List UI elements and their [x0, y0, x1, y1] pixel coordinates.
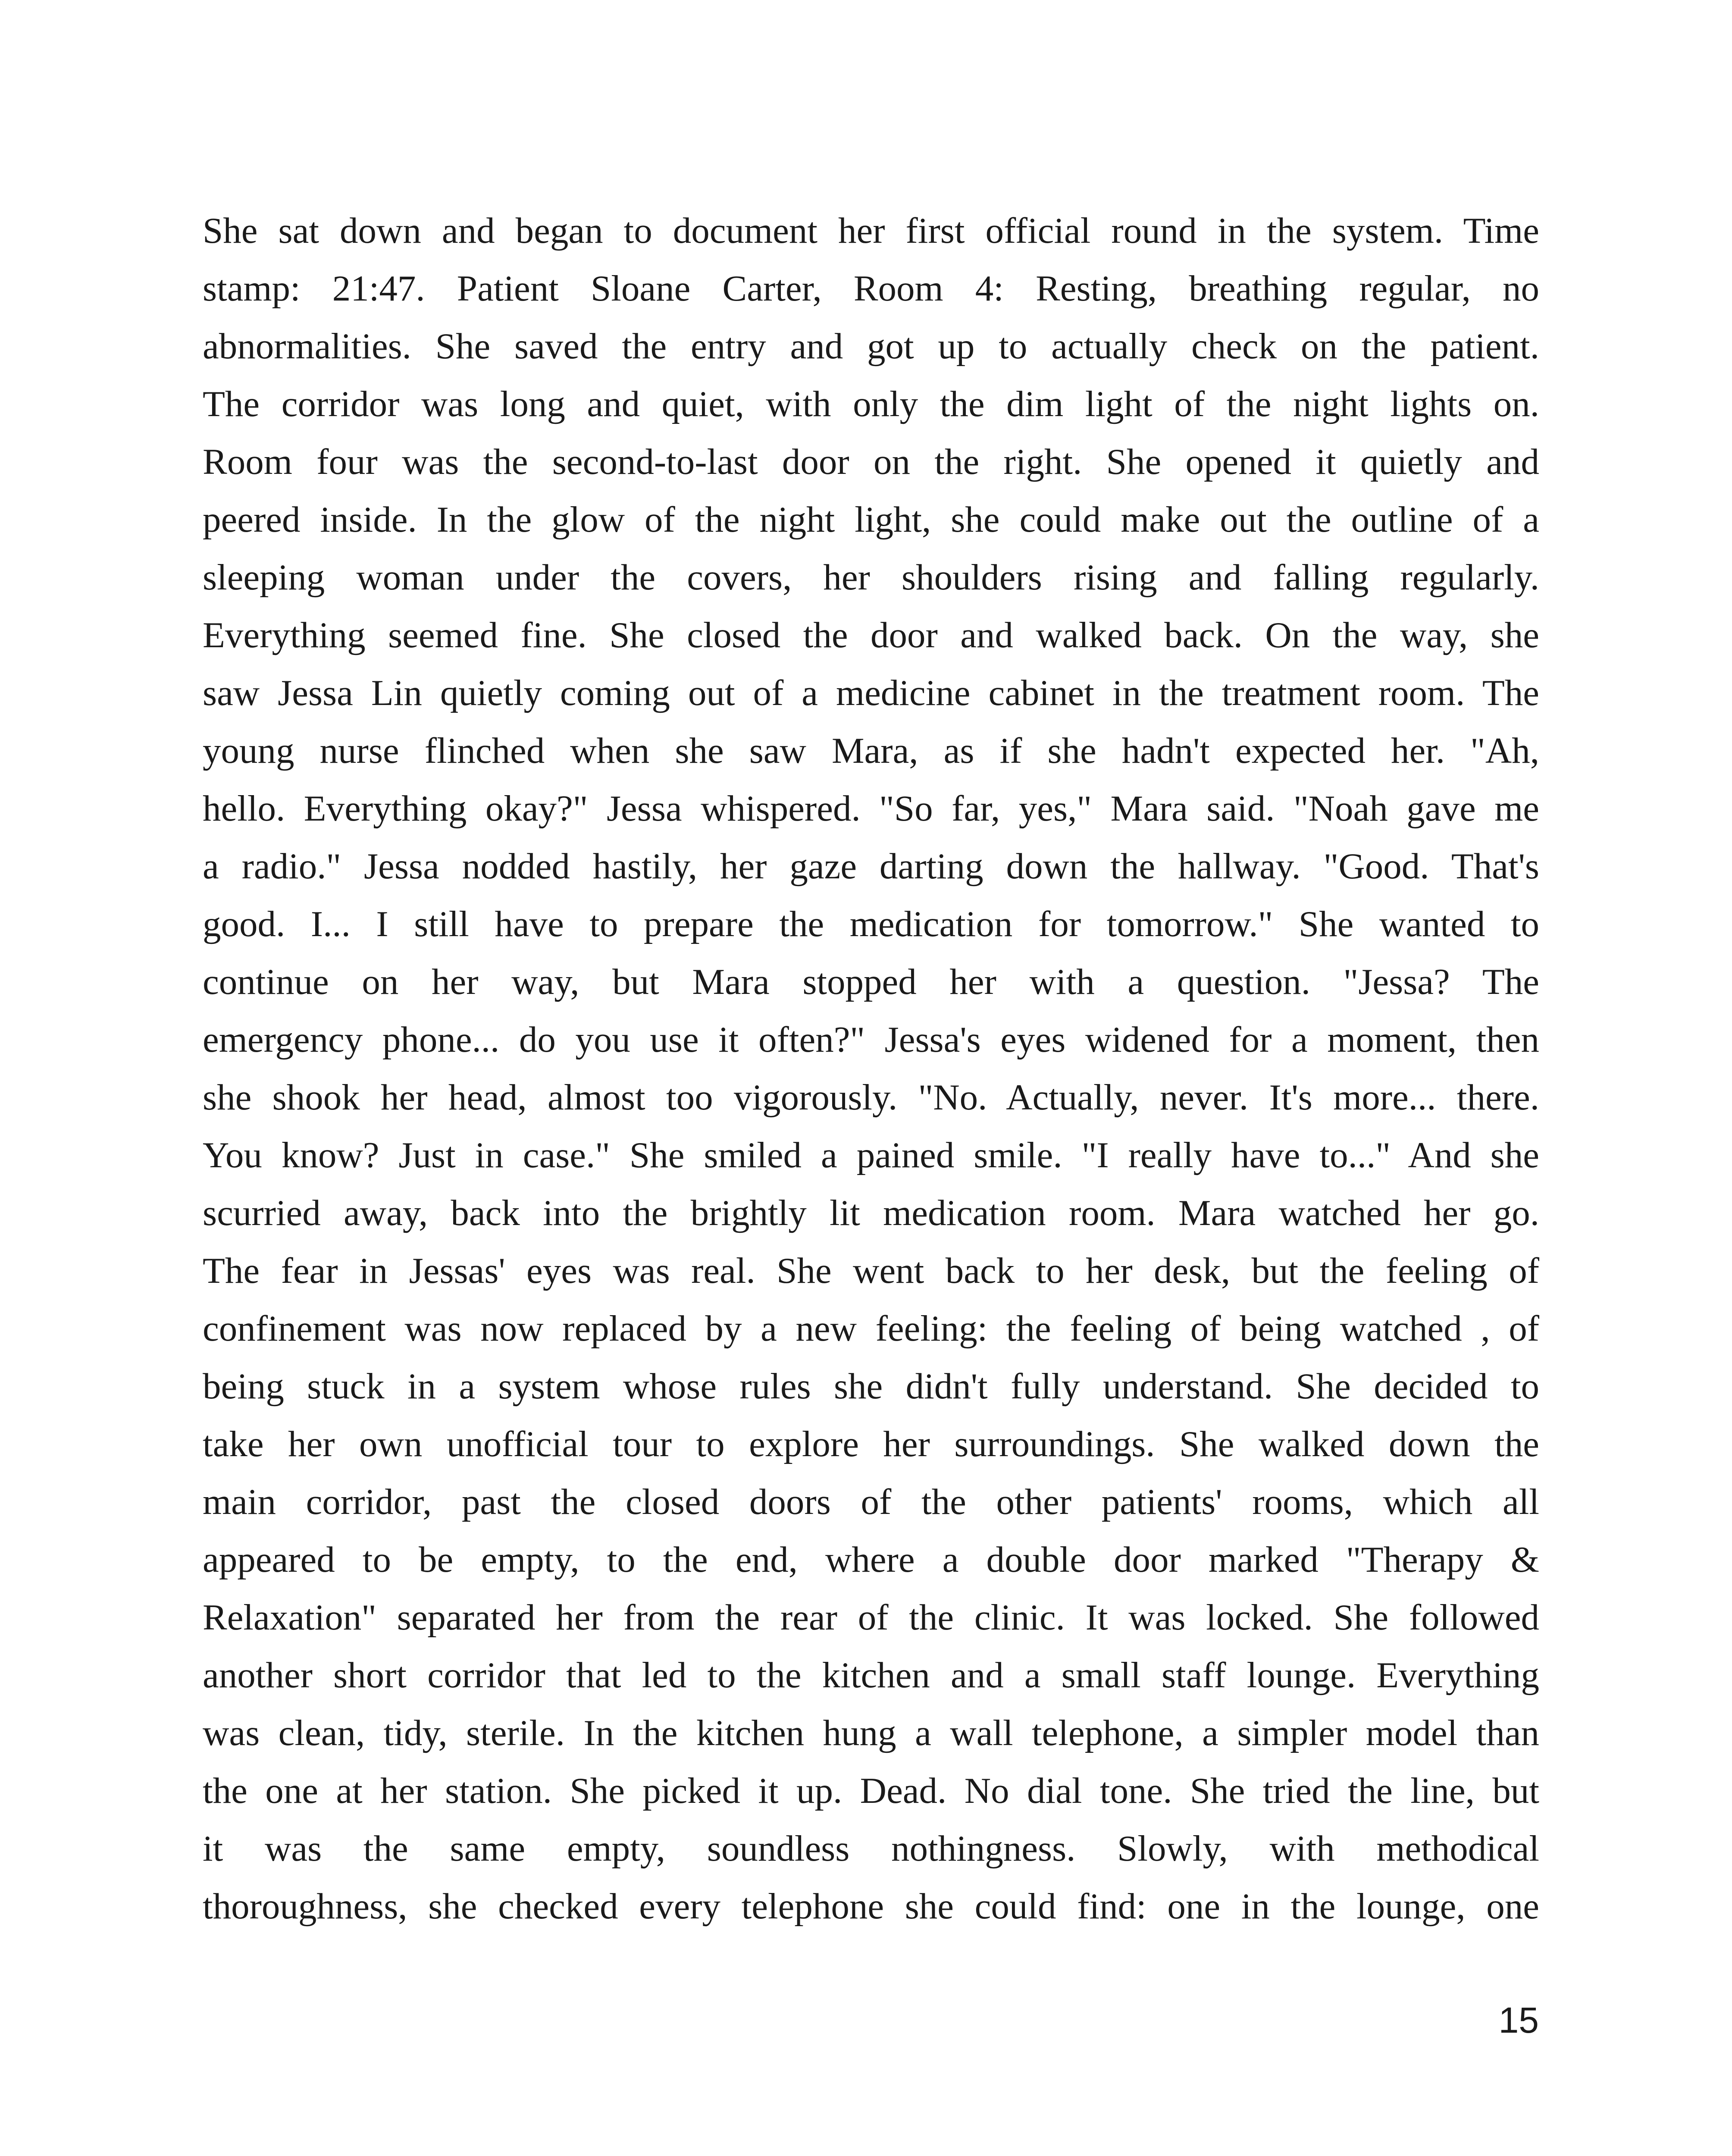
text-line: hello. Everything okay?" Jessa whispered. "So far, yes," Mara said. "Noah gave me	[203, 788, 1539, 829]
text-line: sleeping woman under the covers, her shoulders rising and falling regularly.	[203, 557, 1539, 598]
text-line: appeared to be empty, to the end, where a double door marked "Therapy &	[203, 1539, 1539, 1580]
text-line: another short corridor that led to the kitchen and a small staff lounge. Everything	[203, 1655, 1539, 1695]
text-line: being stuck in a system whose rules she didn't fully understand. She decided to	[203, 1366, 1539, 1407]
text-line: The fear in Jessas' eyes was real. She went back to her desk, but the feeling of	[203, 1250, 1539, 1291]
text-line: young nurse flinched when she saw Mara, as if she hadn't expected her. "Ah,	[203, 730, 1539, 771]
text-line: scurried away, back into the brightly lit medication room. Mara watched her go.	[203, 1193, 1539, 1233]
text-line: saw Jessa Lin quietly coming out of a medicine cabinet in the treatment room. The	[203, 673, 1539, 713]
text-line: The corridor was long and quiet, with only the dim light of the night lights on.	[203, 384, 1539, 424]
text-line: She sat down and began to document her first official round in the system. Time	[203, 210, 1539, 251]
text-line: was clean, tidy, sterile. In the kitchen hung a wall telephone, a simpler model than	[203, 1713, 1539, 1753]
text-line: confinement was now replaced by a new feeling: the feeling of being watched , of	[203, 1308, 1539, 1349]
text-line: a radio." Jessa nodded hastily, her gaze darting down the hallway. "Good. That's	[203, 846, 1539, 887]
text-line: stamp: 21:47. Patient Sloane Carter, Room 4: Resting, breathing regular, no	[203, 268, 1539, 309]
text-line: good. I... I still have to prepare the medication for tomorrow." She wanted to	[203, 904, 1539, 944]
text-line: the one at her station. She picked it up. Dead. No dial tone. She tried the line, but	[203, 1771, 1539, 1811]
text-line: peered inside. In the glow of the night light, she could make out the outline of a	[203, 499, 1539, 540]
text-line: it was the same empty, soundless nothingness. Slowly, with methodical	[203, 1828, 1539, 1869]
text-line: Relaxation" separated her from the rear of the clinic. It was locked. She followed	[203, 1597, 1539, 1638]
text-line: main corridor, past the closed doors of the other patients' rooms, which all	[203, 1482, 1539, 1522]
text-line: abnormalities. She saved the entry and got up to actually check on the patient.	[203, 326, 1539, 367]
body-paragraph	[203, 202, 1539, 1935]
text-line: continue on her way, but Mara stopped her with a question. "Jessa? The	[203, 962, 1539, 1002]
text-line: thoroughness, she checked every telephone she could find: one in the lounge, one	[203, 1886, 1539, 1927]
text-line: emergency phone... do you use it often?" Jessa's eyes widened for a moment, then	[203, 1019, 1539, 1060]
page-number: 15	[1498, 2000, 1539, 2040]
text-line: take her own unofficial tour to explore her surroundings. She walked down the	[203, 1424, 1539, 1464]
text-line: she shook her head, almost too vigorously. "No. Actually, never. It's more... there.	[203, 1077, 1539, 1118]
text-line: Everything seemed fine. She closed the door and walked back. On the way, she	[203, 615, 1539, 655]
text-line: Room four was the second-to-last door on the right. She opened it quietly and	[203, 442, 1539, 482]
text-line: You know? Just in case." She smiled a pained smile. "I really have to..." And she	[203, 1135, 1539, 1175]
